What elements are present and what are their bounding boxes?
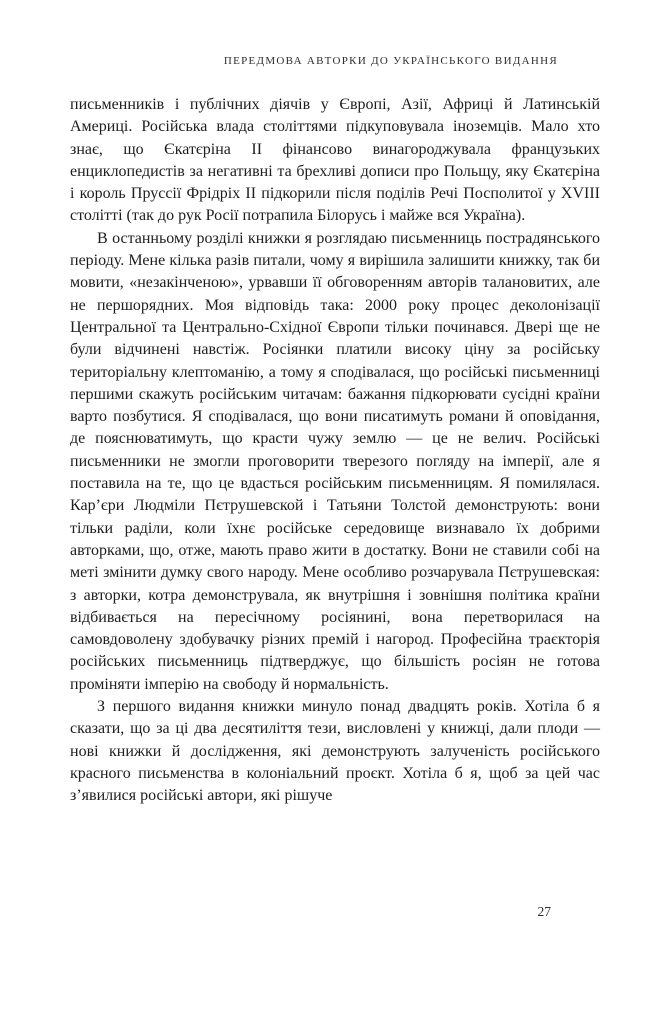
paragraph: письменників і публічних діячів у Європі, Азії, Африці й Латинській Америці. Російська влада століттями підкуповувала іноземців. Мало хто знає, що Єкатєріна II фінансово винагороджувала французьких енциклопедистів за негативні та брехливі дописи про Польщу, яку Єкатєріна і король Пруссії Фрідріх II підкорили після поділів Речі Посполитої у XVIII столітті (так до рук Росії потрапила Білорусь і майже вся Україна). — [70, 96, 600, 225]
page-number: 27 — [537, 904, 551, 919]
running-head: ПЕРЕДМОВА АВТОРКИ ДО УКРАЇНСЬКОГО ВИДАННЯ — [223, 55, 558, 67]
page-body — [70, 94, 600, 808]
paragraph: З першого видання книжки минуло понад двадцять років. Хотіла б я сказати, що за ці два десятиліття тези, висловлені у книжці, дали плоди — нові книжки й дослідження, які демонструють залученість російського красного письменства в колоніальний проєкт. Хотіла б я, щоб за цей час з’явилися російські автори, які рішуче — [70, 698, 600, 805]
paragraph: В останньому розділі книжки я розглядаю письменниць пострадянського періоду. Мене кілька разів питали, чому я вирішила залишити книжку, так би мовити, «незакінченою», урвавши її обговоренням авторів талановитих, але не першорядних. Моя відповідь така: 2000 року процес деколонізації Центральної та Центрально-Східної Європи тільки починався. Двері ще не були відчинені навстіж. Росіянки платили високу ціну за російську територіальну клептоманію, а тому я сподівалася, що російські письменниці першими скажуть російським читачам: бажання підкорювати сусідні країни варто позбутися. Я сподівалася, що вони писатимуть романи й оповідання, де пояснюватимуть, що красти чужу землю — це не велич. Російські письменники не змогли проговорити тверезого погляду на імперії, але я поставила на те, що це вдасться російським письменницям. Я помилялася. Кар’єри Людміли Пєтрушевской і Татьяни Толстой демонструють: вони тільки раділи, коли їхнє російське середовище визнавало їх добрими авторками, що, отже, мають право жити в достатку. Вони не ставили собі на меті змінити думку свого народу. Мене особливо розчарувала Пєтрушевская: з авторки, котра демонструвала, як внутрішня і зовнішня політика країни відбивається на пересічному росіянині, вона перетворилася на самовдоволену здобувачку різних премій і нагород. Професійна траєкторія російських письменниць підтверджує, що більшість росіян не готова проміняти імперію на свободу й нормальність. — [70, 229, 600, 693]
